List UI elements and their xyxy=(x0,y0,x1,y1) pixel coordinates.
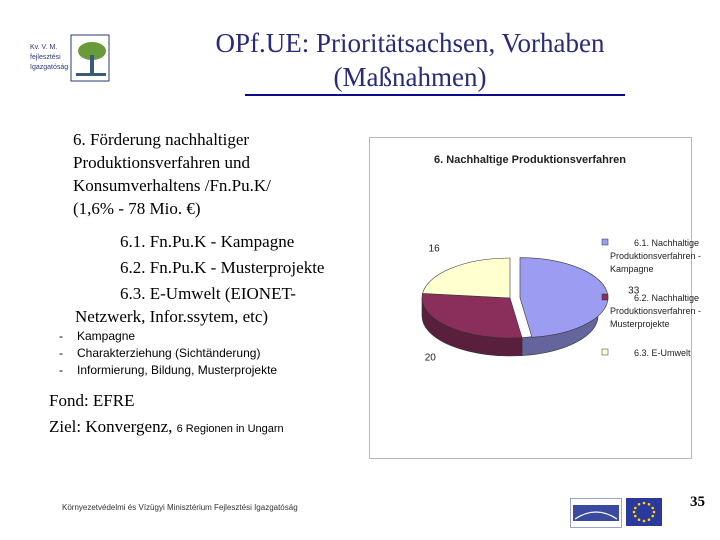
dash-marker: - xyxy=(59,346,63,360)
logo-line: fejlesztési xyxy=(30,54,61,61)
legend-swatch xyxy=(602,294,608,300)
goal-line xyxy=(49,416,284,440)
legend-label: Musterprojekte xyxy=(610,319,670,329)
goal-label: Ziel: Konvergenz, xyxy=(49,417,173,436)
eu-flag-icon xyxy=(626,498,662,526)
pie-chart-frame xyxy=(369,137,702,459)
dash-list xyxy=(59,328,277,379)
list-item-text: Charakterziehung (Sichtänderung) xyxy=(77,346,261,360)
legend-label: 6.3. E-Umwelt xyxy=(634,348,691,358)
slide-title xyxy=(150,26,670,94)
page-number: 35 xyxy=(690,494,705,510)
dash-marker: - xyxy=(59,363,63,377)
heading-line: Konsumverhaltens /Fn.Pu.K/ xyxy=(73,176,271,195)
sub-item-continuation: Netzwerk, Infor.ssytem, etc) xyxy=(75,307,269,326)
sub-item: 6.3. E-Umwelt (EIONET- xyxy=(120,284,296,303)
bridge-icon xyxy=(571,499,621,527)
legend-swatch xyxy=(602,349,608,355)
slice-value-label: 33 xyxy=(628,285,640,297)
eu-stars-icon xyxy=(626,498,662,526)
legend-swatch xyxy=(602,239,608,245)
chart-title: 6. Nachhaltige Produktionsverfahren xyxy=(434,154,626,166)
heading-line: Produktionsverfahren und xyxy=(73,153,251,172)
tree-icon xyxy=(70,33,110,83)
pie-chart xyxy=(370,138,702,458)
pie-slice xyxy=(423,258,510,298)
dash-marker: - xyxy=(59,329,63,343)
list-item-text: Kampagne xyxy=(77,329,136,343)
slice-value-label: 16 xyxy=(428,243,440,255)
title-underline xyxy=(245,94,625,96)
list-item xyxy=(59,328,277,345)
title-line-1: OPf.UE: Prioritätsachsen, Vorhaben xyxy=(215,28,605,58)
list-item xyxy=(59,362,277,379)
legend xyxy=(602,238,701,358)
logo-line: Kv. V. M. xyxy=(30,44,58,51)
pie-group xyxy=(422,244,640,364)
footer-logo xyxy=(570,498,622,528)
heading-line: 6. Förderung nachhaltiger xyxy=(73,130,250,149)
list-item-text: Informierung, Bildung, Musterprojekte xyxy=(77,363,278,377)
footer-text: Környezetvédelmi és Vízügyi Minisztérium Fejlesztési Igazgatóság xyxy=(62,503,298,512)
legend-label: Produktionsverfahren - xyxy=(610,306,702,316)
sub-item: 6.1. Fn.Pu.K - Kampagne xyxy=(120,232,295,251)
legend-label: Kampagne xyxy=(610,264,654,274)
logo-text xyxy=(30,43,72,73)
goal-detail: 6 Regionen in Ungarn xyxy=(176,423,284,435)
heading-line: (1,6% - 78 Mio. €) xyxy=(73,199,201,218)
sub-item: 6.2. Fn.Pu.K - Musterprojekte xyxy=(120,258,325,277)
list-item xyxy=(59,345,277,362)
logo xyxy=(30,33,110,83)
slice-value-label: 20 xyxy=(424,352,436,364)
legend-label: 6.2. Nachhaltige xyxy=(634,293,700,303)
fund-line: Fond: EFRE xyxy=(49,391,135,410)
legend-label: Produktionsverfahren - xyxy=(610,251,702,261)
title-line-2: (Maßnahmen) xyxy=(333,62,487,92)
logo-line: Igazgatóság xyxy=(30,64,69,71)
priority-heading xyxy=(73,128,333,220)
legend-label: 6.1. Nachhaltige xyxy=(634,238,700,248)
